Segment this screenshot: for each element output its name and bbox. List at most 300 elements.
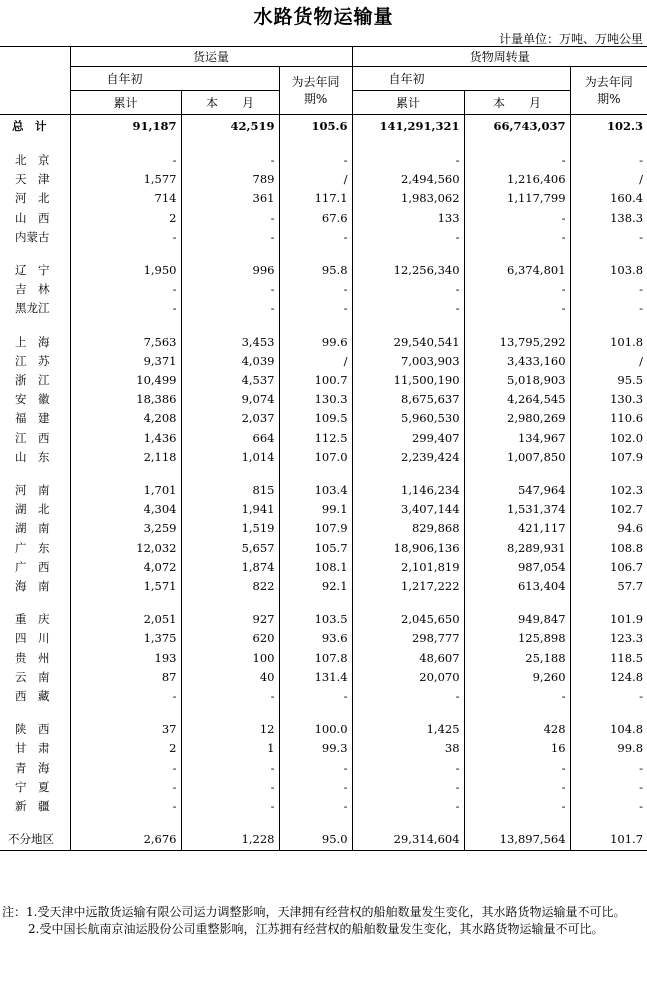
table-row — [0, 797, 647, 816]
spacer-cell — [181, 137, 279, 151]
cell-turnover-month: 1,531,374 — [464, 500, 570, 519]
table-row — [0, 759, 647, 778]
cell-volume-yoy: 103.5 — [279, 610, 352, 629]
waterway-freight-table — [0, 46, 647, 851]
cell-turnover-yoy: 99.8 — [570, 739, 647, 758]
cell-turnover-month: 2,980,269 — [464, 409, 570, 428]
spacer-cell — [70, 319, 181, 333]
cell-turnover-yoy: - — [570, 778, 647, 797]
spacer-cell — [70, 137, 181, 151]
table-row — [0, 333, 647, 352]
cell-turnover-cumulative: 38 — [352, 739, 464, 758]
cell-volume-yoy: 103.4 — [279, 481, 352, 500]
cell-turnover-month: 1,216,406 — [464, 170, 570, 189]
spacer-cell — [70, 816, 181, 830]
region-name: 贵 州 — [15, 650, 50, 665]
spacer-cell — [352, 137, 464, 151]
cell-volume-cumulative: - — [70, 687, 181, 706]
spacer-cell — [464, 319, 570, 333]
cell-volume-month: 9,074 — [181, 390, 279, 409]
cell-volume-month: 620 — [181, 629, 279, 648]
cell-volume-yoy: 117.1 — [279, 189, 352, 208]
cell-volume-yoy: 99.1 — [279, 500, 352, 519]
cell-volume-cumulative: 4,208 — [70, 409, 181, 428]
cell-volume-yoy: - — [279, 151, 352, 170]
spacer-cell — [70, 596, 181, 610]
cell-turnover-yoy: - — [570, 151, 647, 170]
table-row — [0, 519, 647, 538]
cell-volume-month: 1,014 — [181, 448, 279, 467]
cell-volume-yoy: 107.8 — [279, 649, 352, 668]
region-name: 陕 西 — [15, 722, 50, 737]
cell-turnover-cumulative: - — [352, 280, 464, 299]
cell-turnover-yoy: - — [570, 687, 647, 706]
table-row — [0, 500, 647, 519]
cell-volume-month: 361 — [181, 189, 279, 208]
spacer-cell — [352, 247, 464, 261]
cell-turnover-month: 5,018,903 — [464, 371, 570, 390]
cell-volume-month: 1,228 — [181, 830, 279, 850]
cell-turnover-yoy: 104.8 — [570, 720, 647, 739]
cell-turnover-month: - — [464, 151, 570, 170]
spacer-row — [0, 137, 647, 151]
spacer-cell — [0, 706, 70, 720]
cell-turnover-month: 1,007,850 — [464, 448, 570, 467]
cell-turnover-month: 16 — [464, 739, 570, 758]
table-row — [0, 739, 647, 758]
spacer-cell — [570, 137, 647, 151]
cell-volume-cumulative: 87 — [70, 668, 181, 687]
cell-volume-yoy: - — [279, 687, 352, 706]
cell-volume-cumulative: 193 — [70, 649, 181, 668]
cell-volume-yoy: - — [279, 759, 352, 778]
table-row — [0, 649, 647, 668]
cell-turnover-month: 987,054 — [464, 558, 570, 577]
cell-turnover-yoy: 101.8 — [570, 333, 647, 352]
cell-turnover-month: 421,117 — [464, 519, 570, 538]
cell-volume-month: 1 — [181, 739, 279, 758]
cell-turnover-cumulative: 829,868 — [352, 519, 464, 538]
cell-turnover-yoy: 106.7 — [570, 558, 647, 577]
cell-volume-yoy: 95.8 — [279, 261, 352, 280]
cell-volume-month: 40 — [181, 668, 279, 687]
region-name: 黑龙江 — [15, 301, 50, 316]
cell-volume-cumulative: 2 — [70, 209, 181, 228]
spacer-cell — [570, 467, 647, 481]
cell-turnover-yoy: 57.7 — [570, 577, 647, 596]
cell-turnover-month: 9,260 — [464, 668, 570, 687]
cell-turnover-month: 613,404 — [464, 577, 570, 596]
table-row — [0, 481, 647, 500]
cell-turnover-yoy: - — [570, 228, 647, 247]
table-row — [0, 778, 647, 797]
table-row — [0, 687, 647, 706]
spacer-cell — [70, 706, 181, 720]
cell-turnover-cumulative: 2,239,424 — [352, 448, 464, 467]
region-name: 四 川 — [15, 631, 50, 646]
cell-volume-month: - — [181, 687, 279, 706]
cell-turnover-yoy: 130.3 — [570, 390, 647, 409]
cell-volume-cumulative: - — [70, 797, 181, 816]
cell-volume-yoy: 112.5 — [279, 429, 352, 448]
cell-turnover-month: 13,795,292 — [464, 333, 570, 352]
cell-volume-month: 822 — [181, 577, 279, 596]
cell-turnover-month: - — [464, 228, 570, 247]
spacer-cell — [0, 467, 70, 481]
cell-turnover-cumulative: 2,045,650 — [352, 610, 464, 629]
region-name: 青 海 — [15, 760, 50, 775]
region-name: 总 计 — [0, 115, 70, 138]
spacer-cell — [570, 706, 647, 720]
spacer-cell — [464, 596, 570, 610]
spacer-cell — [279, 467, 352, 481]
spacer-cell — [464, 706, 570, 720]
cell-turnover-month: - — [464, 797, 570, 816]
table-row — [0, 280, 647, 299]
table-row — [0, 558, 647, 577]
cell-turnover-cumulative: 141,291,321 — [352, 115, 464, 138]
cell-volume-cumulative: 9,371 — [70, 352, 181, 371]
spacer-cell — [464, 137, 570, 151]
cell-turnover-cumulative: 1,146,234 — [352, 481, 464, 500]
cell-turnover-yoy: - — [570, 280, 647, 299]
cell-turnover-month: 8,289,931 — [464, 539, 570, 558]
spacer-cell — [279, 706, 352, 720]
cell-turnover-yoy: 118.5 — [570, 649, 647, 668]
region-name: 不分地区 — [0, 830, 70, 850]
region-name: 山 西 — [15, 210, 50, 225]
spacer-cell — [570, 596, 647, 610]
cell-turnover-month: 949,847 — [464, 610, 570, 629]
table-row — [0, 610, 647, 629]
cell-turnover-yoy: 124.8 — [570, 668, 647, 687]
cell-turnover-yoy: - — [570, 797, 647, 816]
cell-turnover-yoy: 110.6 — [570, 409, 647, 428]
spacer-cell — [352, 319, 464, 333]
cell-turnover-cumulative: 18,906,136 — [352, 539, 464, 558]
region-name: 宁 夏 — [15, 779, 50, 794]
table-row — [0, 299, 647, 318]
cell-turnover-yoy: 107.9 — [570, 448, 647, 467]
this-month-header: 本 月 — [181, 91, 279, 115]
freight-turnover-header: 货物周转量 — [352, 47, 647, 67]
cell-volume-yoy: 107.0 — [279, 448, 352, 467]
cell-volume-yoy: - — [279, 797, 352, 816]
cell-volume-cumulative: - — [70, 280, 181, 299]
cell-turnover-month: - — [464, 280, 570, 299]
region-name: 重 庆 — [15, 612, 50, 627]
cell-turnover-yoy: - — [570, 299, 647, 318]
cell-volume-yoy: 131.4 — [279, 668, 352, 687]
cell-volume-cumulative: 7,563 — [70, 333, 181, 352]
region-name: 河 南 — [15, 483, 50, 498]
region-name: 甘 肃 — [15, 741, 50, 756]
cell-turnover-cumulative: - — [352, 687, 464, 706]
region-name: 内蒙古 — [15, 229, 50, 244]
cell-volume-yoy: 100.7 — [279, 371, 352, 390]
cell-volume-month: 3,453 — [181, 333, 279, 352]
yoy-header-2: 为去年同期% — [570, 67, 647, 115]
cell-turnover-cumulative: - — [352, 151, 464, 170]
cell-volume-month: 5,657 — [181, 539, 279, 558]
region-name: 海 南 — [15, 579, 50, 594]
cell-turnover-cumulative: - — [352, 759, 464, 778]
region-name: 江 西 — [15, 430, 50, 445]
cell-turnover-cumulative: 11,500,190 — [352, 371, 464, 390]
cell-turnover-yoy: 102.7 — [570, 500, 647, 519]
cell-volume-cumulative: - — [70, 299, 181, 318]
cell-turnover-yoy: 101.9 — [570, 610, 647, 629]
freight-volume-header: 货运量 — [70, 47, 352, 67]
spacer-row — [0, 706, 647, 720]
this-month-header-2: 本 月 — [464, 91, 570, 115]
spacer-cell — [464, 247, 570, 261]
spacer-cell — [279, 137, 352, 151]
cell-volume-cumulative: 3,259 — [70, 519, 181, 538]
cell-volume-cumulative: - — [70, 759, 181, 778]
ytd-header-2: 自年初 — [352, 67, 570, 91]
spacer-cell — [70, 467, 181, 481]
spacer-cell — [0, 816, 70, 830]
cell-turnover-yoy: / — [570, 170, 647, 189]
spacer-cell — [279, 247, 352, 261]
cell-volume-cumulative: 37 — [70, 720, 181, 739]
table-row — [0, 830, 647, 850]
cell-volume-month: - — [181, 280, 279, 299]
cell-turnover-month: 428 — [464, 720, 570, 739]
table-body — [0, 115, 647, 851]
cell-volume-month: 4,537 — [181, 371, 279, 390]
region-name: 新 疆 — [15, 799, 50, 814]
cell-volume-cumulative: 4,072 — [70, 558, 181, 577]
cell-volume-yoy: 67.6 — [279, 209, 352, 228]
cell-volume-month: 12 — [181, 720, 279, 739]
cell-volume-month: - — [181, 759, 279, 778]
cell-turnover-yoy: / — [570, 352, 647, 371]
table-row — [0, 577, 647, 596]
cell-volume-yoy: - — [279, 778, 352, 797]
spacer-cell — [181, 816, 279, 830]
cell-volume-cumulative: - — [70, 778, 181, 797]
cell-volume-yoy: 105.7 — [279, 539, 352, 558]
region-name: 北 京 — [15, 153, 50, 167]
cell-turnover-cumulative: 29,540,541 — [352, 333, 464, 352]
cell-volume-cumulative: 18,386 — [70, 390, 181, 409]
cell-turnover-yoy: 138.3 — [570, 209, 647, 228]
cell-volume-yoy: 100.0 — [279, 720, 352, 739]
spacer-cell — [570, 319, 647, 333]
cell-turnover-yoy: 160.4 — [570, 189, 647, 208]
cell-volume-month: - — [181, 228, 279, 247]
cell-turnover-month: 125,898 — [464, 629, 570, 648]
table-row — [0, 720, 647, 739]
cell-volume-yoy: 109.5 — [279, 409, 352, 428]
region-name: 浙 江 — [15, 373, 50, 388]
spacer-cell — [570, 247, 647, 261]
cell-volume-yoy: / — [279, 170, 352, 189]
table-row — [0, 668, 647, 687]
spacer-cell — [181, 596, 279, 610]
cell-turnover-cumulative: - — [352, 797, 464, 816]
cell-volume-yoy: 93.6 — [279, 629, 352, 648]
region-name: 江 苏 — [15, 353, 50, 368]
table-row — [0, 629, 647, 648]
cell-volume-month: - — [181, 299, 279, 318]
spacer-cell — [181, 467, 279, 481]
spacer-cell — [181, 319, 279, 333]
cell-volume-month: - — [181, 209, 279, 228]
region-name: 天 津 — [15, 172, 50, 187]
spacer-cell — [181, 247, 279, 261]
spacer-cell — [0, 137, 70, 151]
spacer-cell — [352, 706, 464, 720]
spacer-cell — [279, 319, 352, 333]
spacer-cell — [464, 816, 570, 830]
cell-volume-yoy: 108.1 — [279, 558, 352, 577]
cell-turnover-cumulative: 8,675,637 — [352, 390, 464, 409]
cell-turnover-cumulative: 298,777 — [352, 629, 464, 648]
cell-volume-month: 789 — [181, 170, 279, 189]
cell-volume-month: 4,039 — [181, 352, 279, 371]
cell-turnover-month: 1,117,799 — [464, 189, 570, 208]
spacer-cell — [0, 596, 70, 610]
cell-volume-yoy: 130.3 — [279, 390, 352, 409]
cell-volume-yoy: - — [279, 280, 352, 299]
spacer-row — [0, 596, 647, 610]
cell-turnover-cumulative: 5,960,530 — [352, 409, 464, 428]
cell-turnover-yoy: 102.3 — [570, 115, 647, 138]
region-name: 河 北 — [15, 191, 50, 206]
cell-volume-cumulative: 1,571 — [70, 577, 181, 596]
note-1: 注：1.受天津中远散货运输有限公司运力调整影响，天津拥有经营权的船舶数量发生变化，其水路货物运输量不可比。 — [2, 905, 626, 919]
cell-volume-yoy: - — [279, 228, 352, 247]
spacer-cell — [570, 816, 647, 830]
cell-volume-cumulative: 1,577 — [70, 170, 181, 189]
cell-volume-yoy: - — [279, 299, 352, 318]
table-row — [0, 261, 647, 280]
cell-turnover-yoy: 94.6 — [570, 519, 647, 538]
region-name: 湖 北 — [15, 502, 50, 517]
cell-turnover-cumulative: - — [352, 299, 464, 318]
cell-turnover-month: - — [464, 759, 570, 778]
spacer-cell — [0, 247, 70, 261]
cell-turnover-month: 66,743,037 — [464, 115, 570, 138]
cell-turnover-cumulative: 1,217,222 — [352, 577, 464, 596]
spacer-cell — [464, 467, 570, 481]
cell-turnover-month: 4,264,545 — [464, 390, 570, 409]
total-row — [0, 115, 647, 138]
cell-volume-cumulative: 1,375 — [70, 629, 181, 648]
cell-volume-yoy: 99.6 — [279, 333, 352, 352]
spacer-cell — [352, 816, 464, 830]
region-name: 吉 林 — [15, 282, 50, 297]
cell-turnover-cumulative: 1,425 — [352, 720, 464, 739]
cell-volume-yoy: 99.3 — [279, 739, 352, 758]
cell-turnover-cumulative: 7,003,903 — [352, 352, 464, 371]
cell-volume-month: 664 — [181, 429, 279, 448]
table-row — [0, 228, 647, 247]
cell-turnover-cumulative: 299,407 — [352, 429, 464, 448]
cell-volume-month: 1,941 — [181, 500, 279, 519]
cell-turnover-yoy: 102.3 — [570, 481, 647, 500]
table-row — [0, 371, 647, 390]
region-name: 山 东 — [15, 449, 50, 464]
cell-turnover-month: - — [464, 209, 570, 228]
cell-volume-cumulative: 2,676 — [70, 830, 181, 850]
cell-volume-month: 100 — [181, 649, 279, 668]
spacer-cell — [352, 596, 464, 610]
cell-turnover-yoy: 102.0 — [570, 429, 647, 448]
spacer-row — [0, 467, 647, 481]
cell-volume-cumulative: 2 — [70, 739, 181, 758]
cell-turnover-cumulative: 2,494,560 — [352, 170, 464, 189]
cell-turnover-month: 3,433,160 — [464, 352, 570, 371]
cell-volume-cumulative: 4,304 — [70, 500, 181, 519]
cell-turnover-yoy: 103.8 — [570, 261, 647, 280]
region-name: 湖 南 — [15, 521, 50, 536]
cell-turnover-month: - — [464, 687, 570, 706]
region-name: 云 南 — [15, 669, 50, 684]
table-row — [0, 539, 647, 558]
cell-turnover-yoy: 123.3 — [570, 629, 647, 648]
cell-turnover-month: 6,374,801 — [464, 261, 570, 280]
region-name: 上 海 — [15, 334, 50, 349]
table-row — [0, 189, 647, 208]
spacer-cell — [279, 596, 352, 610]
cell-volume-cumulative: 2,118 — [70, 448, 181, 467]
table-row — [0, 209, 647, 228]
spacer-row — [0, 247, 647, 261]
cell-volume-month: 2,037 — [181, 409, 279, 428]
cell-turnover-cumulative: 3,407,144 — [352, 500, 464, 519]
spacer-cell — [352, 467, 464, 481]
cell-volume-month: 1,519 — [181, 519, 279, 538]
spacer-row — [0, 319, 647, 333]
cell-turnover-month: 134,967 — [464, 429, 570, 448]
cell-volume-cumulative: 2,051 — [70, 610, 181, 629]
cell-turnover-yoy: 101.7 — [570, 830, 647, 850]
table-row — [0, 409, 647, 428]
cell-volume-cumulative: 1,950 — [70, 261, 181, 280]
unit-label: 计量单位：万吨、万吨公里 — [498, 32, 643, 46]
table-row — [0, 448, 647, 467]
cell-volume-month: 1,874 — [181, 558, 279, 577]
cell-turnover-cumulative: - — [352, 778, 464, 797]
cell-volume-cumulative: - — [70, 228, 181, 247]
note-2: 2.受中国长航南京油运股份公司重整影响，江苏拥有经营权的船舶数量发生变化，其水路货物运输量不可比。 — [28, 922, 604, 936]
cell-turnover-cumulative: 29,314,604 — [352, 830, 464, 850]
spacer-cell — [0, 319, 70, 333]
cell-turnover-cumulative: 133 — [352, 209, 464, 228]
region-name: 广 西 — [15, 559, 50, 574]
cell-turnover-cumulative: 1,983,062 — [352, 189, 464, 208]
table-row — [0, 390, 647, 409]
cell-volume-yoy: 107.9 — [279, 519, 352, 538]
ytd-header: 自年初 — [70, 67, 279, 91]
region-header — [0, 47, 70, 115]
cell-volume-cumulative: 1,701 — [70, 481, 181, 500]
cell-volume-yoy: 92.1 — [279, 577, 352, 596]
cell-volume-month: 927 — [181, 610, 279, 629]
region-name: 辽 宁 — [15, 263, 50, 278]
cell-volume-cumulative: 714 — [70, 189, 181, 208]
cell-volume-yoy: 105.6 — [279, 115, 352, 138]
cell-volume-month: 996 — [181, 261, 279, 280]
cell-turnover-cumulative: 20,070 — [352, 668, 464, 687]
cell-volume-cumulative: 91,187 — [70, 115, 181, 138]
cell-turnover-cumulative: 2,101,819 — [352, 558, 464, 577]
cell-volume-month: - — [181, 778, 279, 797]
